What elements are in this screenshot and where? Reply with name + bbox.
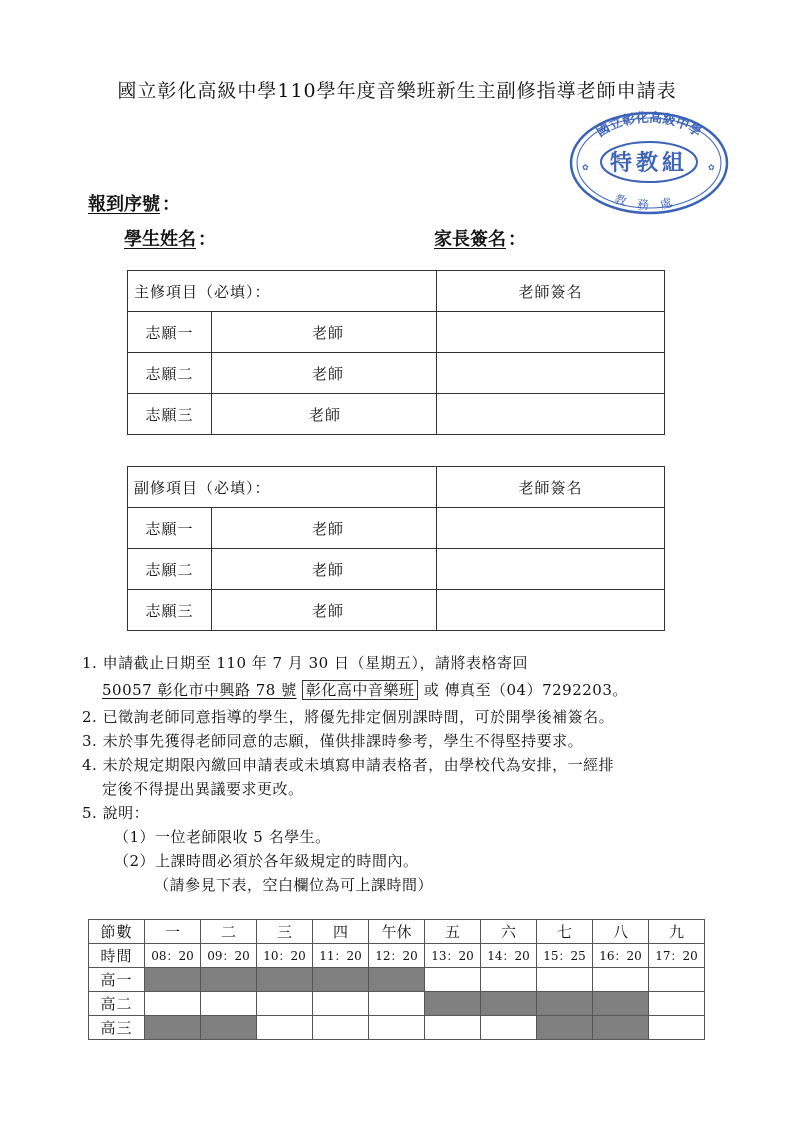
period-9: 八 [593, 920, 649, 944]
period-5: 午休 [369, 920, 425, 944]
note-5-text: 說明： [102, 804, 150, 822]
major-choice-3: 志願三 [128, 394, 212, 435]
time-header: 時間 [89, 944, 145, 968]
minor-sign-1[interactable] [437, 508, 665, 549]
parent-signature-colon: ： [508, 229, 526, 250]
open-slot [593, 968, 649, 992]
period-6: 五 [425, 920, 481, 944]
time-10: 17：20 [649, 944, 705, 968]
note-5 [82, 802, 149, 823]
note-4 [82, 754, 614, 775]
stamp-top-text: 國立彰化高級中學 [594, 110, 704, 141]
svg-text:教務處 [613, 191, 685, 212]
blocked-slot [257, 968, 313, 992]
svg-text:✿: ✿ [582, 163, 589, 172]
student-name-colon: ： [198, 229, 216, 250]
parent-signature-field [434, 225, 526, 251]
open-slot [537, 968, 593, 992]
grade-label: 高三 [89, 1016, 145, 1040]
period-8: 七 [537, 920, 593, 944]
time-6: 13：20 [425, 944, 481, 968]
stamp-center-text: 特教組 [609, 150, 689, 176]
period-10: 九 [649, 920, 705, 944]
major-choice-1: 志願一 [128, 312, 212, 353]
note-2-number: 2. [82, 708, 98, 726]
blocked-slot [593, 1016, 649, 1040]
note-3-text: 未於事先獲得老師同意的志願，僅供排課時參考，學生不得堅持要求。 [102, 732, 584, 750]
open-slot [649, 1016, 705, 1040]
major-choice-2: 志願二 [128, 353, 212, 394]
schedule-grade-row [89, 992, 705, 1016]
major-teacher-3[interactable]: 老師 [212, 394, 437, 435]
minor-choice-3: 志願三 [128, 590, 212, 631]
report-number-field [88, 190, 180, 216]
svg-text:國立彰化高級中學 [594, 110, 705, 140]
note-5-sub-1: （1）一位老師限收 5 名學生。 [114, 828, 331, 846]
blocked-slot [145, 968, 201, 992]
minor-sign-3[interactable] [437, 590, 665, 631]
note-5-sub-2: （2）上課時間必須於各年級規定的時間內。 [114, 852, 419, 870]
schedule-grade-row [89, 1016, 705, 1040]
stamp-bottom-text: 教務處 [612, 191, 686, 213]
period-4: 四 [313, 920, 369, 944]
open-slot [425, 968, 481, 992]
note-1-address-line [102, 679, 628, 700]
open-slot [257, 1016, 313, 1040]
minor-teacher-1[interactable]: 老師 [212, 508, 437, 549]
student-name-label: 學生姓名 [124, 229, 196, 250]
department-stamp [568, 110, 730, 216]
open-slot [313, 1016, 369, 1040]
minor-teacher-2[interactable]: 老師 [212, 549, 437, 590]
schedule-period-row [89, 920, 705, 944]
svg-text:✿: ✿ [708, 163, 715, 172]
schedule-time-row [89, 944, 705, 968]
time-2: 09：20 [201, 944, 257, 968]
period-7: 六 [481, 920, 537, 944]
open-slot [425, 1016, 481, 1040]
blocked-slot [537, 1016, 593, 1040]
major-sign-2[interactable] [437, 353, 665, 394]
note-5-sub-3: （請參見下表，空白欄位為可上課時間） [154, 876, 434, 894]
department-box: 彰化高中音樂班 [302, 680, 419, 700]
blocked-slot [481, 992, 537, 1016]
time-4: 11：20 [313, 944, 369, 968]
report-number-colon: ： [162, 194, 180, 215]
period-2: 二 [201, 920, 257, 944]
open-slot [369, 992, 425, 1016]
time-1: 08：20 [145, 944, 201, 968]
note-2-text: 已徵詢老師同意指導的學生，將優先排定個別課時間，可於開學後補簽名。 [102, 708, 615, 726]
major-sign-3[interactable] [437, 394, 665, 435]
open-slot [145, 992, 201, 1016]
open-slot [201, 992, 257, 1016]
parent-signature-label: 家長簽名 [434, 229, 506, 250]
note-4-continued: 定後不得提出異議要求更改。 [102, 780, 304, 798]
major-header: 主修項目（必填）： [128, 271, 437, 312]
blocked-slot [201, 1016, 257, 1040]
minor-sign-header: 老師簽名 [437, 467, 665, 508]
major-sign-1[interactable] [437, 312, 665, 353]
note-1-text: 申請截止日期至 110 年 7 月 30 日（星期五），請將表格寄回 [102, 654, 528, 672]
blocked-slot [537, 992, 593, 1016]
time-5: 12：20 [369, 944, 425, 968]
minor-sign-2[interactable] [437, 549, 665, 590]
note-4-number: 4. [82, 756, 98, 774]
open-slot [649, 968, 705, 992]
or-text: 或 [423, 681, 440, 699]
note-3 [82, 730, 583, 751]
open-slot [481, 968, 537, 992]
major-sign-header: 老師簽名 [437, 271, 665, 312]
note-1 [82, 652, 528, 673]
note-3-number: 3. [82, 732, 98, 750]
note-5-number: 5. [82, 804, 98, 822]
open-slot [481, 1016, 537, 1040]
blocked-slot [425, 992, 481, 1016]
time-8: 15：25 [537, 944, 593, 968]
period-3: 三 [257, 920, 313, 944]
blocked-slot [145, 1016, 201, 1040]
blocked-slot [593, 992, 649, 1016]
grade-label: 高一 [89, 968, 145, 992]
major-teacher-1[interactable]: 老師 [212, 312, 437, 353]
report-number-label: 報到序號 [88, 194, 160, 215]
open-slot [649, 992, 705, 1016]
grade-label: 高二 [89, 992, 145, 1016]
page-title: 國立彰化高級中學110學年度音樂班新生主副修指導老師申請表 [117, 80, 677, 102]
minor-choice-1: 志願一 [128, 508, 212, 549]
fax-text: 傳真至（04）7292203。 [444, 681, 628, 699]
major-table [127, 270, 665, 435]
student-name-field [124, 225, 216, 251]
minor-table [127, 466, 665, 631]
mailing-address: 50057 彰化市中興路 78 號 [102, 681, 297, 699]
schedule-table [88, 919, 705, 1040]
minor-header: 副修項目（必填）： [128, 467, 437, 508]
minor-teacher-3[interactable]: 老師 [212, 590, 437, 631]
open-slot [257, 992, 313, 1016]
note-4-text: 未於規定期限內繳回申請表或未填寫申請表格者，由學校代為安排，一經排 [102, 756, 615, 774]
open-slot [369, 1016, 425, 1040]
note-2 [82, 706, 614, 727]
blocked-slot [201, 968, 257, 992]
major-teacher-2[interactable]: 老師 [212, 353, 437, 394]
schedule-grade-row [89, 968, 705, 992]
time-9: 16：20 [593, 944, 649, 968]
blocked-slot [369, 968, 425, 992]
period-1: 一 [145, 920, 201, 944]
period-header: 節數 [89, 920, 145, 944]
blocked-slot [313, 968, 369, 992]
open-slot [313, 992, 369, 1016]
time-3: 10：20 [257, 944, 313, 968]
note-1-number: 1. [82, 654, 98, 672]
minor-choice-2: 志願二 [128, 549, 212, 590]
time-7: 14：20 [481, 944, 537, 968]
